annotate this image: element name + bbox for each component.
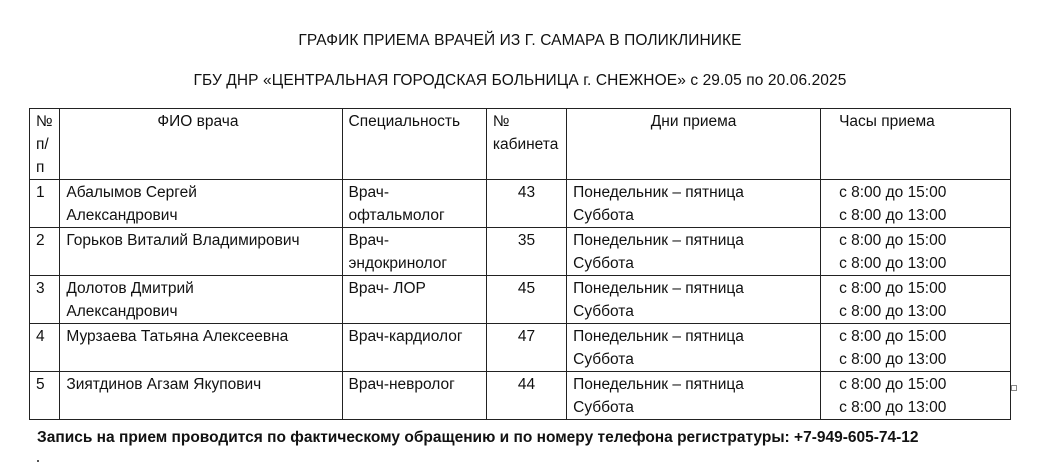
cell-specialty: Врач- эндокринолог	[342, 228, 486, 276]
header-days: Дни приема	[567, 109, 821, 180]
cell-cabinet: 35	[486, 228, 566, 276]
cell-hours: с 8:00 до 15:00 с 8:00 до 13:00	[821, 276, 1011, 324]
cell-days: Понедельник – пятница Суббота	[567, 276, 821, 324]
table-row	[30, 324, 1011, 372]
cell-num: 3	[30, 276, 60, 324]
stray-mark	[37, 460, 39, 462]
cell-days: Понедельник – пятница Суббота	[567, 372, 821, 420]
cell-hours: с 8:00 до 15:00 с 8:00 до 13:00	[821, 324, 1011, 372]
cell-hours: с 8:00 до 15:00 с 8:00 до 13:00	[821, 372, 1011, 420]
cell-cabinet: 43	[486, 180, 566, 228]
document-title: ГРАФИК ПРИЕМА ВРАЧЕЙ ИЗ Г. САМАРА В ПОЛИКЛИНИКЕ	[298, 32, 742, 49]
table-row	[30, 180, 1011, 228]
cell-name: Зиятдинов Агзам Якупович	[60, 372, 342, 420]
cell-hours: с 8:00 до 15:00 с 8:00 до 13:00	[821, 228, 1011, 276]
schedule-table	[29, 108, 1011, 420]
table-resize-handle[interactable]	[1011, 385, 1017, 391]
cell-cabinet: 45	[486, 276, 566, 324]
cell-num: 4	[30, 324, 60, 372]
cell-specialty: Врач- офтальмолог	[342, 180, 486, 228]
header-num: № п/п	[30, 109, 60, 180]
cell-name: Мурзаева Татьяна Алексеевна	[60, 324, 342, 372]
cell-days: Понедельник – пятница Суббота	[567, 228, 821, 276]
header-name: ФИО врача	[60, 109, 342, 180]
cell-name: Абалымов Сергей Александрович	[60, 180, 342, 228]
cell-specialty: Врач- ЛОР	[342, 276, 486, 324]
cell-days: Понедельник – пятница Суббота	[567, 180, 821, 228]
cell-num: 1	[30, 180, 60, 228]
appointment-note: Запись на прием проводится по фактическому обращению и по номеру телефона регистратуры: +7-949-605-74-12	[37, 429, 919, 446]
cell-cabinet: 44	[486, 372, 566, 420]
table-row	[30, 372, 1011, 420]
table-row	[30, 228, 1011, 276]
cell-num: 5	[30, 372, 60, 420]
cell-days: Понедельник – пятница Суббота	[567, 324, 821, 372]
header-specialty: Специальность	[342, 109, 486, 180]
cell-specialty: Врач-невролог	[342, 372, 486, 420]
header-hours: Часы приема	[821, 109, 1011, 180]
cell-cabinet: 47	[486, 324, 566, 372]
table-header-row	[30, 109, 1011, 180]
table-row	[30, 276, 1011, 324]
header-cabinet: № кабинета	[486, 109, 566, 180]
cell-name: Долотов Дмитрий Александрович	[60, 276, 342, 324]
cell-num: 2	[30, 228, 60, 276]
cell-hours: с 8:00 до 15:00 с 8:00 до 13:00	[821, 180, 1011, 228]
cell-name: Горьков Виталий Владимирович	[60, 228, 342, 276]
document-subtitle: ГБУ ДНР «ЦЕНТРАЛЬНАЯ ГОРОДСКАЯ БОЛЬНИЦА г. СНЕЖНОЕ» с 29.05 по 20.06.2025	[193, 72, 847, 89]
cell-specialty: Врач-кардиолог	[342, 324, 486, 372]
